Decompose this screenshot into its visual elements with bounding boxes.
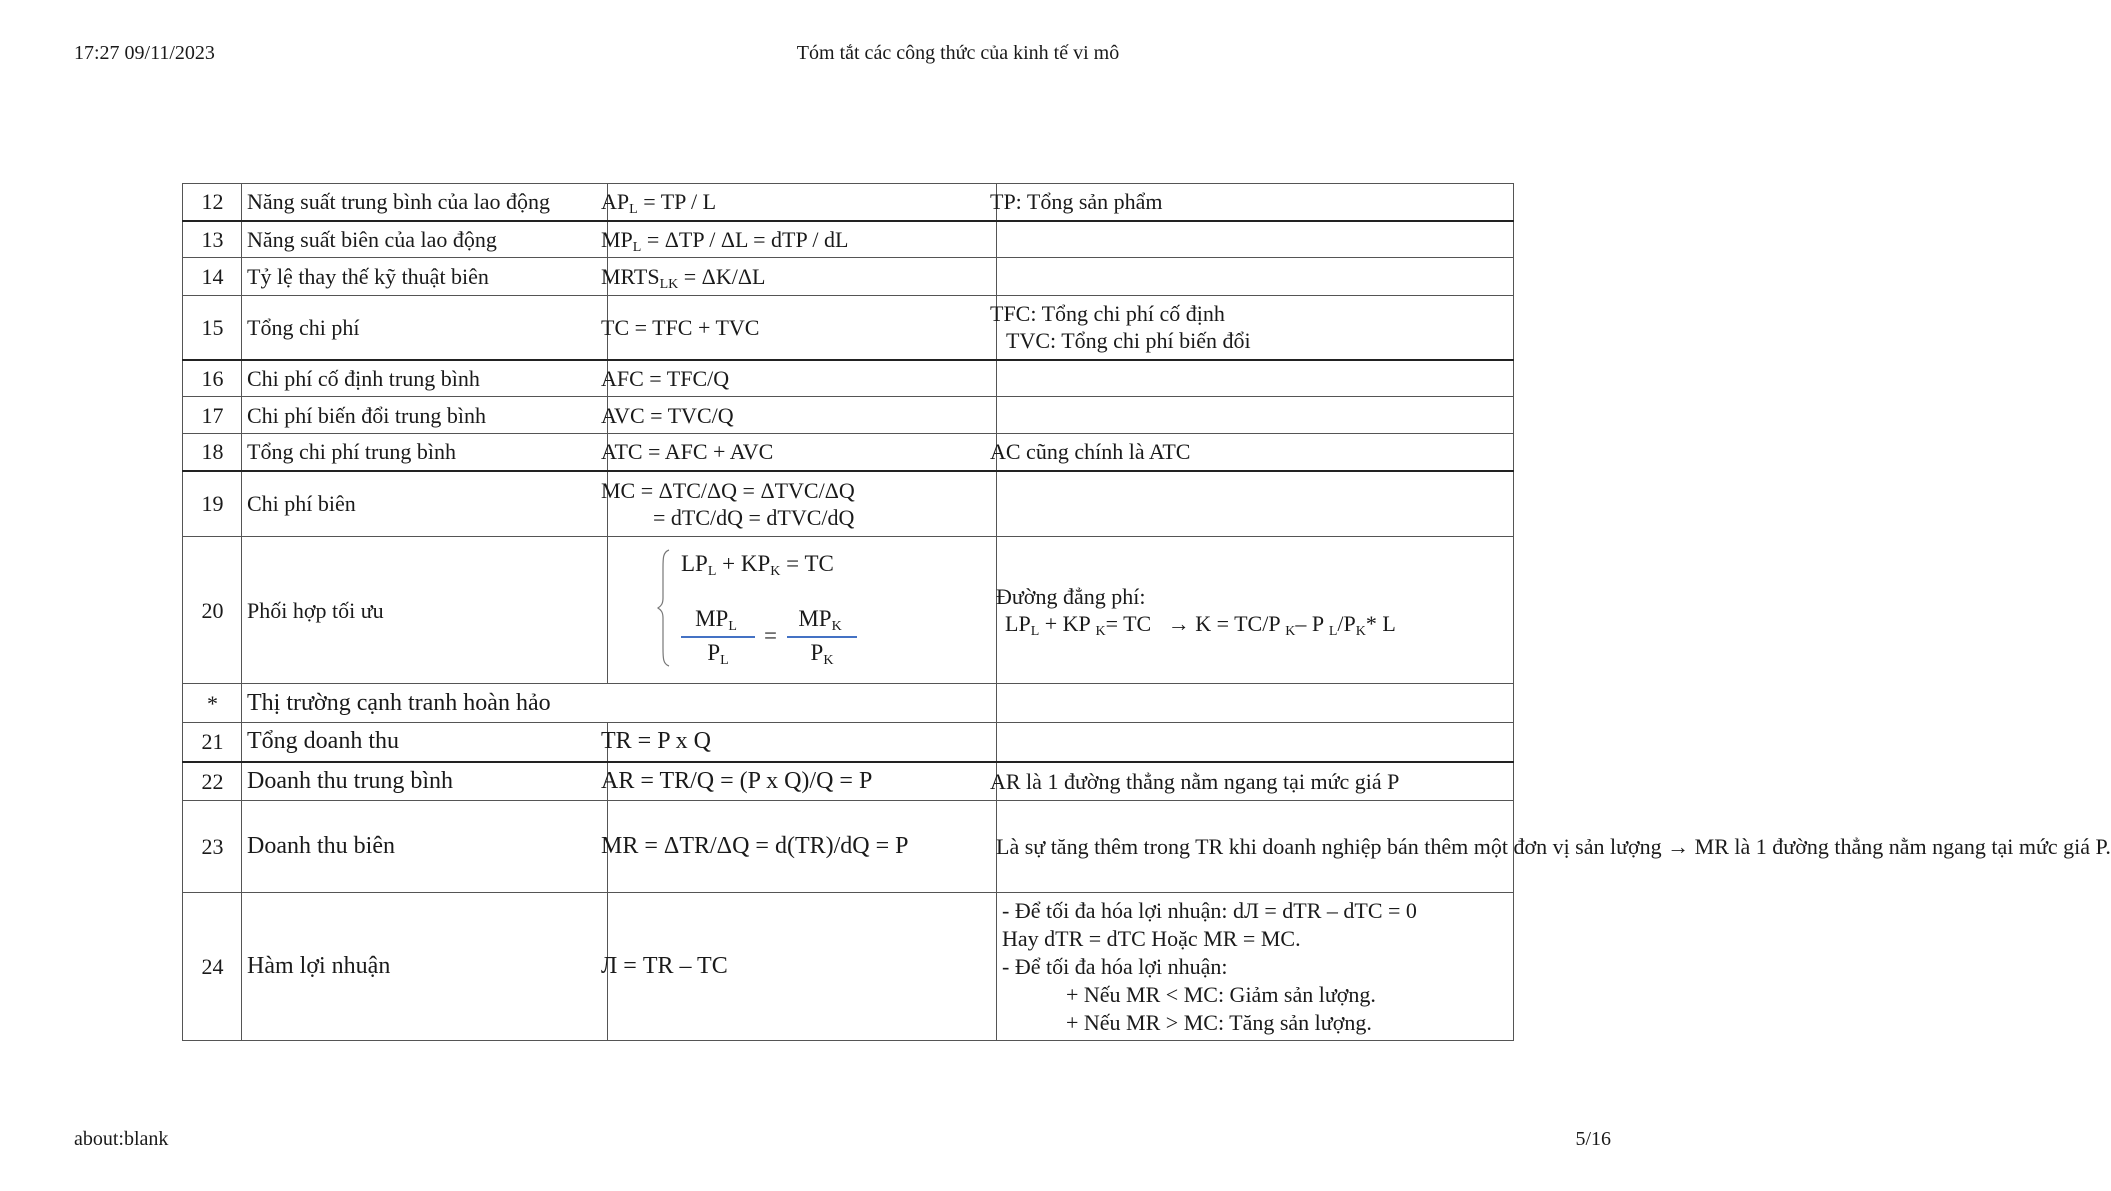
page-number: 5/16 — [1575, 1128, 1611, 1150]
row-name: Thị trường cạnh tranh hoàn hảo — [242, 684, 997, 723]
row-number: 23 — [183, 801, 242, 893]
row-name: Hàm lợi nhuận — [242, 893, 608, 1041]
table-row — [183, 537, 1514, 684]
fraction-mpk-pk: $MP_K$ $P_K$ — [787, 604, 857, 668]
row-note — [997, 360, 1514, 397]
optimal-system — [657, 540, 992, 680]
page-url: about:blank — [74, 1128, 169, 1150]
brace-icon — [657, 548, 671, 668]
row-formula: AR = TR/Q = (P x Q)/Q = P — [608, 762, 997, 801]
table-row — [183, 471, 1514, 537]
row-note: AC cũng chính là ATC — [997, 434, 1514, 471]
row-formula: $MRTS_{LK} = \Delta K/\Delta L$ — [608, 258, 997, 296]
row-formula: AVC = TVC/Q — [608, 397, 997, 434]
row-formula — [608, 537, 997, 684]
row-number: * — [183, 684, 242, 723]
row-name: Phối hợp tối ưu — [242, 537, 608, 684]
row-formula: $MP_L = \Delta TP / \Delta L$ = dTP / dL — [608, 221, 997, 258]
table-row — [183, 296, 1514, 360]
row-note: AR là 1 đường thẳng nằm ngang tại mức giá P — [997, 762, 1514, 801]
row-number: 18 — [183, 434, 242, 471]
row-name: Tổng chi phí trung bình — [242, 434, 608, 471]
table-row — [183, 684, 1514, 723]
table-row — [183, 397, 1514, 434]
table-row — [183, 360, 1514, 397]
formula-table — [182, 183, 2111, 1041]
row-note: Đường đẳng phí: $LP_L$ + KP $_K$= TC → K = TC/P $_K$– P $_L/P_K*$ L — [997, 537, 1514, 684]
row-formula: ATC = AFC + AVC — [608, 434, 997, 471]
row-note — [997, 221, 1514, 258]
row-number: 24 — [183, 893, 242, 1041]
document-title: Tóm tắt các công thức của kinh tế vi mô — [796, 42, 1120, 64]
table-row — [183, 893, 1514, 1041]
table-row — [183, 184, 1514, 221]
row-number: 20 — [183, 537, 242, 684]
row-note — [997, 684, 1514, 723]
table-row — [183, 258, 1514, 296]
table-row — [183, 801, 1514, 893]
row-name: Doanh thu trung bình — [242, 762, 608, 801]
row-formula: MR = ΔTR/ΔQ = d(TR)/dQ = P — [608, 801, 997, 893]
row-name: Năng suất trung bình của lao động — [242, 184, 608, 221]
budget-constraint: $LP_L + KP_K$ = TC — [681, 551, 834, 579]
row-formula: TC = TFC + TVC — [608, 296, 997, 360]
row-name: Chi phí biến đổi trung bình — [242, 397, 608, 434]
table-row — [183, 762, 1514, 801]
row-note — [997, 723, 1514, 762]
row-formula: $AP_L$ = TP / L — [608, 184, 997, 221]
table-row — [183, 723, 1514, 762]
row-number: 12 — [183, 184, 242, 221]
table-row — [183, 221, 1514, 258]
row-name: Chi phí biên — [242, 471, 608, 537]
row-formula: AFC = TFC/Q — [608, 360, 997, 397]
row-note: - Để tối đa hóa lợi nhuận: dЛ = dTR – dTC = 0 Hay dTR = dTC Hoặc MR = MC. - Để tối đa hóa lợi nhuận: + Nếu MR < MC: Giảm sản lượng. + Nếu MR > MC: Tăng sản lượng. — [997, 893, 1514, 1041]
row-number: 17 — [183, 397, 242, 434]
row-note: TP: Tổng sản phẩm — [997, 184, 1514, 221]
row-formula: TR = P x Q — [608, 723, 997, 762]
row-number: 22 — [183, 762, 242, 801]
row-name: Tổng chi phí — [242, 296, 608, 360]
row-formula: MC = ΔTC/ΔQ = ΔTVC/ΔQ = dTC/dQ = dTVC/dQ — [608, 471, 997, 537]
row-number: 21 — [183, 723, 242, 762]
row-name: Tổng doanh thu — [242, 723, 608, 762]
row-name: Tỷ lệ thay thế kỹ thuật biên — [242, 258, 608, 296]
row-number: 13 — [183, 221, 242, 258]
row-formula: Л = TR – TC — [608, 893, 997, 1041]
row-number: 19 — [183, 471, 242, 537]
row-note: TFC: Tổng chi phí cố định TVC: Tổng chi phí biến đổi — [997, 296, 1514, 360]
row-number: 16 — [183, 360, 242, 397]
row-note — [997, 258, 1514, 296]
fraction-mpl-pl: $MP_L$ $P_L$ — [681, 604, 755, 668]
table-row — [183, 434, 1514, 471]
row-name: Doanh thu biên — [242, 801, 608, 893]
row-name: Chi phí cố định trung bình — [242, 360, 608, 397]
row-note — [997, 397, 1514, 434]
row-note: Là sự tăng thêm trong TR khi doanh nghiệp bán thêm một đơn vị sản lượng → MR là 1 đường thẳng nằm ngang tại mức giá P. — [997, 801, 1514, 893]
equals-sign: = — [764, 623, 777, 648]
row-name: Năng suất biên của lao động — [242, 221, 608, 258]
print-datetime: 17:27 09/11/2023 — [74, 42, 215, 64]
row-number: 15 — [183, 296, 242, 360]
row-note — [997, 471, 1514, 537]
row-number: 14 — [183, 258, 242, 296]
